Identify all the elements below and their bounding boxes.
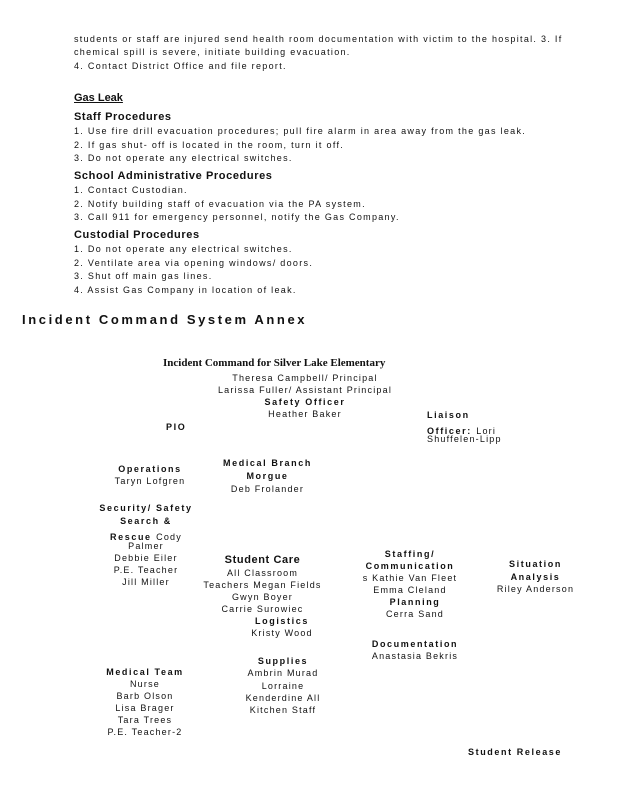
supplies-name-3: Kenderdine All xyxy=(245,693,321,703)
intro-line-2: chemical spill is severe, initiate building evacuation. xyxy=(74,47,351,57)
staffing-title-2: Communication xyxy=(365,561,455,571)
morgue-title: Morgue xyxy=(246,471,289,481)
custodial-item-4: 4. Assist Gas Company in location of leak. xyxy=(74,285,297,295)
safety-officer-name: Heather Baker xyxy=(268,409,342,419)
student-care-name-4: Carrie Surowiec xyxy=(221,604,304,614)
security-name-1: Cody xyxy=(156,532,182,542)
admin-item-2: 2. Notify building staff of evacuation via the PA system. xyxy=(74,199,366,209)
medical-team-name-4: Tara Trees xyxy=(117,715,173,725)
medical-team-name-3: Lisa Brager xyxy=(115,703,175,713)
supplies-name-2: Lorraine xyxy=(261,681,305,691)
staff-item-3: 3. Do not operate any electrical switches. xyxy=(74,153,293,163)
supplies-name-4: Kitchen Staff xyxy=(249,705,317,715)
safety-officer-title: Safety Officer xyxy=(264,397,346,407)
medical-team-name-1: Nurse xyxy=(129,679,160,689)
supplies-title: Supplies xyxy=(257,656,309,666)
operations-title: Operations xyxy=(118,464,182,474)
medical-team-name-5: P.E. Teacher-2 xyxy=(107,727,183,737)
staff-procedures-title: Staff Procedures xyxy=(74,111,172,123)
medical-branch-title: Medical Branch xyxy=(223,458,312,468)
staffing-name-1: s Kathie Van Fleet xyxy=(362,573,458,583)
situation-name: Riley Anderson xyxy=(496,584,575,594)
security-name-2: Palmer xyxy=(128,541,164,551)
student-care-name-2: Teachers Megan Fields xyxy=(203,580,322,590)
pio-title: PIO xyxy=(166,422,187,432)
planning-title: Planning xyxy=(389,597,441,607)
morgue-name: Deb Frolander xyxy=(230,484,305,494)
student-release-title: Student Release xyxy=(468,747,563,757)
custodial-item-1: 1. Do not operate any electrical switches. xyxy=(74,244,293,254)
staff-item-1: 1. Use fire drill evacuation procedures; pull fire alarm in area away from the gas leak. xyxy=(74,126,527,136)
student-care-name-3: Gwyn Boyer xyxy=(231,592,294,602)
documentation-name: Anastasia Bekris xyxy=(371,651,459,661)
planning-name: Cerra Sand xyxy=(385,609,445,619)
student-care-name-1: All Classroom xyxy=(226,568,299,578)
security-name-4: P.E. Teacher xyxy=(113,565,179,575)
supplies-name-1: Ambrin Murad xyxy=(247,668,319,678)
liaison-name-1: Lori xyxy=(476,426,497,436)
custodial-item-2: 2. Ventilate area via opening windows/ doors. xyxy=(74,258,314,268)
principal-name: Theresa Campbell/ Principal xyxy=(232,373,378,383)
staffing-title-1: Staffing/ xyxy=(384,549,436,559)
medical-team-name-2: Barb Olson xyxy=(116,691,174,701)
security-title-1: Security/ Safety xyxy=(99,503,193,513)
staff-item-2: 2. If gas shut- off is located in the room, turn it off. xyxy=(74,140,345,150)
liaison-name-2: Shuffelen-Lipp xyxy=(427,434,502,444)
operations-name: Taryn Lofgren xyxy=(114,476,186,486)
situation-title-1: Situation xyxy=(509,559,562,569)
logistics-name: Kristy Wood xyxy=(251,628,313,638)
intro-line-1: students or staff are injured send health room documentation with victim to the hospital. 3. If xyxy=(74,34,563,44)
security-title-3: Rescue xyxy=(110,532,152,542)
liaison-title-2: Officer: xyxy=(427,426,472,436)
intro-line-3: 4. Contact District Office and file report. xyxy=(74,61,287,71)
security-name-3: Debbie Eiler xyxy=(114,553,178,563)
situation-title-2: Analysis xyxy=(510,572,561,582)
admin-item-1: 1. Contact Custodian. xyxy=(74,185,188,195)
custodial-procedures-title: Custodial Procedures xyxy=(74,229,200,241)
admin-procedures-title: School Administrative Procedures xyxy=(74,170,273,182)
staffing-name-2: Emma Cleland xyxy=(373,585,447,595)
org-chart-title: Incident Command for Silver Lake Elementary xyxy=(163,357,386,369)
liaison-title-1: Liaison xyxy=(427,410,470,420)
documentation-title: Documentation xyxy=(371,639,459,649)
security-name-5: Jill Miller xyxy=(122,577,170,587)
custodial-item-3: 3. Shut off main gas lines. xyxy=(74,271,213,281)
annex-title: Incident Command System Annex xyxy=(22,312,308,327)
security-title-2: Search & xyxy=(120,516,172,526)
student-care-title: Student Care xyxy=(224,554,301,566)
medical-team-title: Medical Team xyxy=(106,667,184,677)
logistics-title: Logistics xyxy=(255,616,309,626)
assistant-principal-name: Larissa Fuller/ Assistant Principal xyxy=(217,385,393,395)
admin-item-3: 3. Call 911 for emergency personnel, notify the Gas Company. xyxy=(74,212,400,222)
gas-leak-heading: Gas Leak xyxy=(74,92,123,104)
